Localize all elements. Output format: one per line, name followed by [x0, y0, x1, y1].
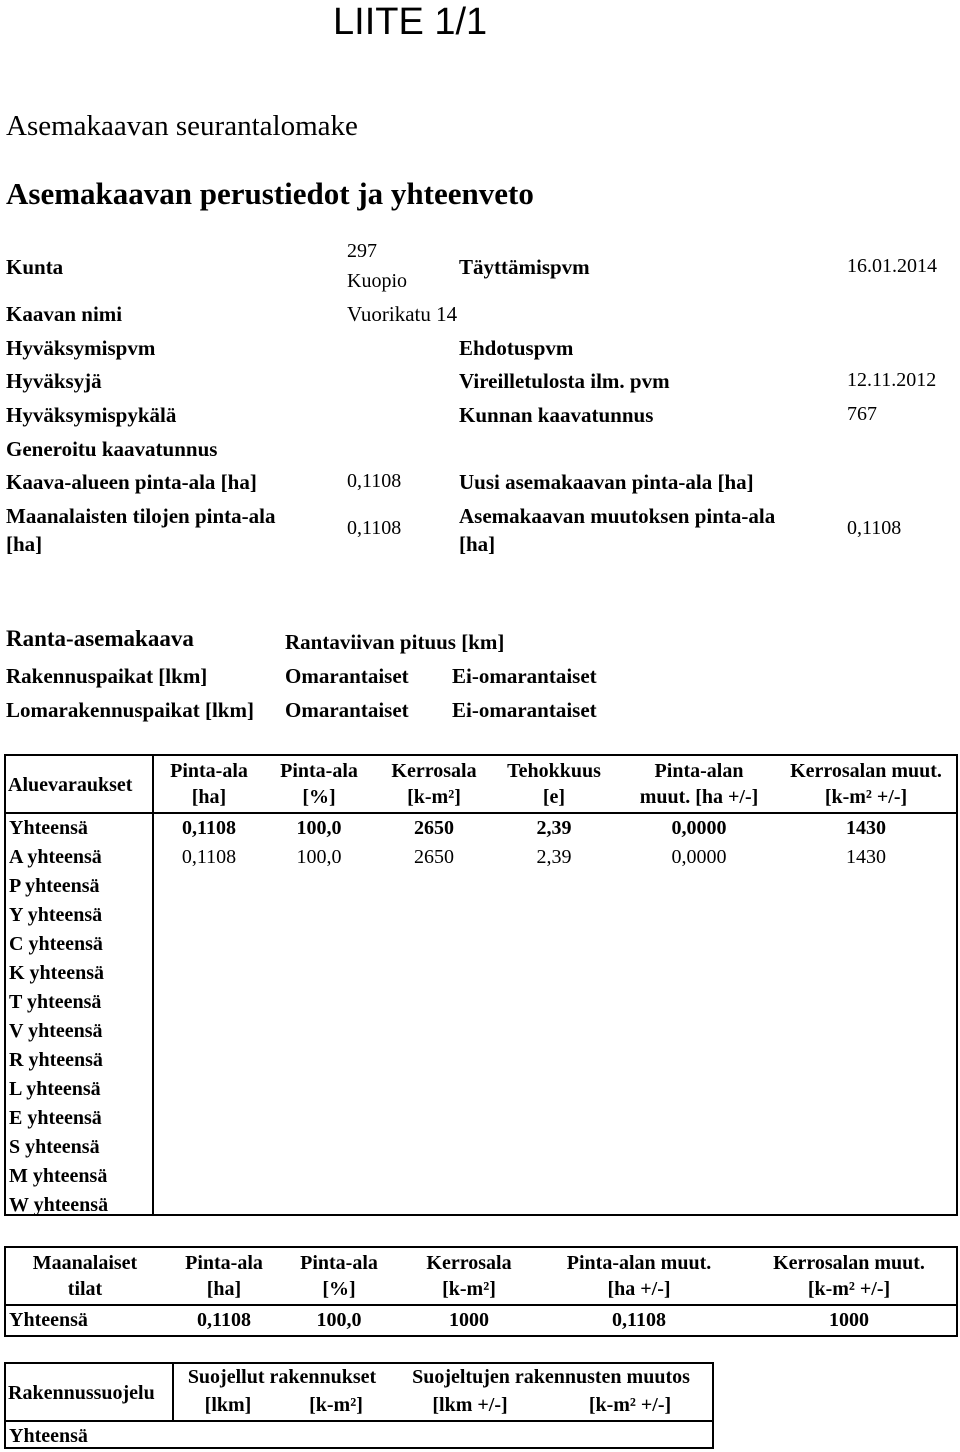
cell-kerrosala — [374, 1104, 494, 1133]
cell-tehokkuus — [494, 901, 614, 930]
kunta-name: Kuopio — [347, 270, 407, 292]
maanalaisten-value: 0,1108 — [347, 517, 402, 539]
cell-kerrosala — [374, 959, 494, 988]
cell-kerrosalan-muut — [776, 1075, 956, 1104]
loma-omarantaiset: Omarantaiset — [285, 698, 409, 722]
cell-pinta-alan-muut — [614, 1133, 784, 1162]
cell-pinta-ala — [154, 1104, 264, 1133]
m-total-pinta-ala: 0,1108 — [197, 1309, 251, 1331]
row-label: V yhteensä — [9, 1020, 103, 1042]
maanalaisten-label-1: Maanalaisten tilojen pinta-ala — [6, 504, 276, 528]
m-header-kerrosalan-muut: Kerrosalan muut. [k-m² +/-] — [773, 1252, 925, 1300]
suojelu-title: Rakennussuojelu — [8, 1382, 155, 1404]
table-row — [6, 843, 956, 872]
row-label: Y yhteensä — [9, 904, 103, 926]
cell-kerrosala: 2650 — [414, 817, 454, 839]
cell-pinta-ala — [154, 901, 264, 930]
cell-pinta-alan-muut — [614, 930, 784, 959]
cell-kerrosalan-muut — [776, 1191, 956, 1220]
row-label: E yhteensä — [9, 1107, 102, 1129]
cell-kerrosalan-muut — [776, 1133, 956, 1162]
kunnan-kaavatunnus-value: 767 — [847, 403, 877, 425]
cell-pinta-ala-pct — [264, 1162, 374, 1191]
m-total-pinta-ala-pct: 100,0 — [316, 1309, 362, 1331]
cell-kerrosala — [374, 1162, 494, 1191]
cell-kerrosala — [374, 1046, 494, 1075]
hyvaksyja-label: Hyväksyjä — [6, 369, 102, 393]
liite-label: LIITE 1/1 — [333, 1, 488, 43]
row-label: Yhteensä — [9, 817, 88, 839]
cell-kerrosalan-muut — [776, 1046, 956, 1075]
cell-pinta-ala-pct: 100,0 — [296, 817, 342, 839]
table-row — [6, 1017, 956, 1046]
tayttamispvm-value: 16.01.2014 — [847, 255, 937, 277]
suojelu-total-label: Yhteensä — [9, 1425, 88, 1447]
cell-kerrosalan-muut — [776, 959, 956, 988]
cell-pinta-ala: 0,1108 — [181, 846, 237, 868]
table-row — [6, 1104, 956, 1133]
table-row — [6, 1046, 956, 1075]
table-row — [6, 1191, 956, 1220]
cell-kerrosalan-muut — [776, 930, 956, 959]
cell-pinta-ala-pct — [264, 1191, 374, 1220]
cell-pinta-ala — [154, 988, 264, 1017]
table-row — [6, 1133, 956, 1162]
cell-pinta-ala-pct — [264, 1017, 374, 1046]
cell-pinta-ala — [154, 1075, 264, 1104]
ranta-title: Ranta-asemakaava — [6, 626, 194, 651]
suojelu-sub-lkm-muutos: [lkm +/-] — [432, 1394, 508, 1416]
header-kerrosala: Kerrosala [k-m²] — [391, 760, 477, 808]
m-header-kerrosala: Kerrosala [k-m²] — [426, 1252, 512, 1300]
cell-kerrosalan-muut — [776, 1017, 956, 1046]
row-label: M yhteensä — [9, 1165, 108, 1187]
maanalaiset-table — [4, 1246, 958, 1337]
muutoksen-label-2: [ha] — [459, 532, 496, 556]
row-label: A yhteensä — [9, 846, 102, 868]
maanalaiset-total-row — [6, 1306, 956, 1335]
suojelu-sub-km2: [k-m²] — [309, 1394, 363, 1416]
form-title: Asemakaavan seurantalomake — [6, 110, 358, 142]
row-label: L yhteensä — [9, 1078, 101, 1100]
header-pinta-ala-ha: Pinta-ala [ha] — [170, 760, 248, 808]
kaava-alue-value: 0,1108 — [347, 470, 402, 492]
maanalaisten-label-2: [ha] — [6, 532, 43, 556]
cell-kerrosalan-muut — [776, 901, 956, 930]
m-header-pinta-alan-muut: Pinta-alan muut. [ha +/-] — [566, 1252, 712, 1300]
cell-tehokkuus: 2,39 — [536, 846, 572, 868]
header-kerrosalan-muut: Kerrosalan muut. [k-m² +/-] — [790, 760, 942, 808]
rakennuspaikat-omarantaiset: Omarantaiset — [285, 664, 409, 688]
cell-tehokkuus — [494, 1017, 614, 1046]
cell-pinta-alan-muut — [614, 1191, 784, 1220]
cell-pinta-alan-muut — [614, 1017, 784, 1046]
m-total-kerrosalan-muut: 1000 — [829, 1309, 869, 1331]
generoitu-label: Generoitu kaavatunnus — [6, 437, 218, 461]
cell-pinta-ala: 0,1108 — [182, 817, 236, 839]
maanalaiset-total-label: Yhteensä — [9, 1309, 88, 1331]
maanalaiset-title: Maanalaiset tilat — [32, 1252, 138, 1300]
cell-pinta-ala — [154, 1017, 264, 1046]
table-row — [6, 814, 956, 843]
suojelu-sub-km2-muutos: [k-m² +/-] — [588, 1394, 672, 1416]
vireille-value: 12.11.2012 — [847, 369, 937, 391]
cell-tehokkuus — [494, 1046, 614, 1075]
m-header-pinta-ala-pct: Pinta-ala [%] — [300, 1252, 378, 1300]
cell-tehokkuus — [494, 1133, 614, 1162]
cell-tehokkuus — [494, 1075, 614, 1104]
cell-kerrosala — [374, 1133, 494, 1162]
cell-kerrosala — [374, 1017, 494, 1046]
cell-kerrosala: 2650 — [414, 846, 454, 868]
uusi-label: Uusi asemakaavan pinta-ala [ha] — [459, 470, 754, 494]
cell-kerrosala — [374, 1191, 494, 1220]
muutoksen-value: 0,1108 — [847, 517, 902, 539]
cell-pinta-alan-muut — [614, 1075, 784, 1104]
cell-pinta-alan-muut — [614, 901, 784, 930]
row-label: C yhteensä — [9, 933, 103, 955]
cell-pinta-ala — [154, 872, 264, 901]
cell-pinta-alan-muut — [614, 959, 784, 988]
rakennuspaikat-ei-omarantaiset: Ei-omarantaiset — [452, 664, 597, 688]
tayttamispvm-label: Täyttämispvm — [459, 255, 590, 279]
m-total-kerrosala: 1000 — [449, 1309, 489, 1331]
kunta-code: 297 — [347, 240, 377, 262]
vireille-label: Vireilletulosta ilm. pvm — [459, 369, 670, 393]
cell-pinta-alan-muut — [614, 988, 784, 1017]
main-title: Asemakaavan perustiedot ja yhteenveto — [6, 176, 534, 211]
row-label: K yhteensä — [9, 962, 104, 984]
suojelu-group2: Suojeltujen rakennusten muutos — [412, 1366, 690, 1388]
cell-pinta-ala-pct — [264, 1104, 374, 1133]
row-label: R yhteensä — [9, 1049, 103, 1071]
cell-tehokkuus — [494, 988, 614, 1017]
cell-pinta-ala — [154, 959, 264, 988]
cell-kerrosala — [374, 930, 494, 959]
aluevaraukset-table — [4, 754, 958, 1216]
cell-pinta-ala — [154, 930, 264, 959]
m-header-pinta-ala-ha: Pinta-ala [ha] — [185, 1252, 263, 1300]
cell-pinta-ala-pct — [264, 1046, 374, 1075]
header-tehokkuus: Tehokkuus [e] — [507, 760, 601, 808]
cell-pinta-ala-pct — [264, 930, 374, 959]
table-row — [6, 988, 956, 1017]
cell-pinta-ala-pct — [264, 988, 374, 1017]
cell-kerrosalan-muut: 1430 — [846, 846, 886, 868]
hyvaksymispykala-label: Hyväksymispykälä — [6, 403, 177, 427]
aluevaraukset-title: Aluevaraukset — [8, 774, 133, 796]
cell-kerrosala — [374, 1075, 494, 1104]
kaavan-nimi-label: Kaavan nimi — [6, 302, 123, 326]
muutoksen-label-1: Asemakaavan muutoksen pinta-ala — [459, 504, 776, 528]
cell-tehokkuus — [494, 1162, 614, 1191]
cell-pinta-ala-pct — [264, 959, 374, 988]
row-label: S yhteensä — [9, 1136, 100, 1158]
rakennuspaikat-label: Rakennuspaikat [lkm] — [6, 664, 208, 688]
cell-pinta-ala — [154, 1191, 264, 1220]
loma-ei-omarantaiset: Ei-omarantaiset — [452, 698, 597, 722]
loma-label: Lomarakennuspaikat [lkm] — [6, 698, 254, 722]
suojelu-sub-lkm: [lkm] — [204, 1394, 252, 1416]
cell-tehokkuus — [494, 1104, 614, 1133]
table-row — [6, 901, 956, 930]
rantaviiva-label: Rantaviivan pituus [km] — [285, 630, 505, 654]
ehdotuspvm-label: Ehdotuspvm — [459, 336, 574, 360]
suojelu-group1: Suojellut rakennukset — [187, 1366, 377, 1388]
cell-kerrosalan-muut — [776, 872, 956, 901]
cell-tehokkuus — [494, 959, 614, 988]
cell-pinta-ala-pct — [264, 1133, 374, 1162]
cell-tehokkuus — [494, 930, 614, 959]
cell-tehokkuus — [494, 1191, 614, 1220]
m-total-pinta-alan-muut: 0,1108 — [612, 1309, 666, 1331]
cell-kerrosalan-muut: 1430 — [846, 817, 886, 839]
header-pinta-alan-muut: Pinta-alan muut. [ha +/-] — [639, 760, 759, 808]
row-label: W yhteensä — [9, 1194, 109, 1216]
cell-kerrosala — [374, 988, 494, 1017]
cell-tehokkuus: 2,39 — [536, 817, 572, 839]
cell-kerrosalan-muut — [776, 1162, 956, 1191]
aluevaraukset-header — [6, 756, 956, 814]
cell-kerrosalan-muut — [776, 988, 956, 1017]
header-pinta-ala-pct: Pinta-ala [%] — [280, 760, 358, 808]
cell-pinta-ala — [154, 1046, 264, 1075]
cell-pinta-alan-muut — [614, 1104, 784, 1133]
cell-pinta-ala-pct — [264, 901, 374, 930]
cell-pinta-ala — [154, 1133, 264, 1162]
hyvaksymispvm-label: Hyväksymispvm — [6, 336, 156, 360]
table-row — [6, 872, 956, 901]
cell-kerrosala — [374, 872, 494, 901]
cell-kerrosala — [374, 901, 494, 930]
kunta-label: Kunta — [6, 255, 64, 279]
cell-pinta-alan-muut — [614, 872, 784, 901]
cell-pinta-alan-muut: 0,0000 — [671, 817, 727, 839]
row-label: T yhteensä — [9, 991, 102, 1013]
cell-pinta-ala-pct: 100,0 — [296, 846, 342, 868]
row-label: P yhteensä — [9, 875, 100, 897]
cell-tehokkuus — [494, 872, 614, 901]
cell-pinta-ala — [154, 1162, 264, 1191]
cell-pinta-ala-pct — [264, 872, 374, 901]
table-row — [6, 959, 956, 988]
kaava-alue-label: Kaava-alueen pinta-ala [ha] — [6, 470, 257, 494]
cell-pinta-ala-pct — [264, 1075, 374, 1104]
suojelu-table — [4, 1362, 714, 1449]
cell-pinta-alan-muut — [614, 1162, 784, 1191]
cell-pinta-alan-muut — [614, 1046, 784, 1075]
table-row — [6, 930, 956, 959]
table-row — [6, 1075, 956, 1104]
table-row — [6, 1162, 956, 1191]
kaavan-nimi-value: Vuorikatu 14 — [347, 302, 458, 326]
maanalaiset-header — [6, 1248, 956, 1306]
cell-kerrosalan-muut — [776, 1104, 956, 1133]
kunnan-kaavatunnus-label: Kunnan kaavatunnus — [459, 403, 654, 427]
cell-pinta-alan-muut: 0,0000 — [671, 846, 727, 868]
